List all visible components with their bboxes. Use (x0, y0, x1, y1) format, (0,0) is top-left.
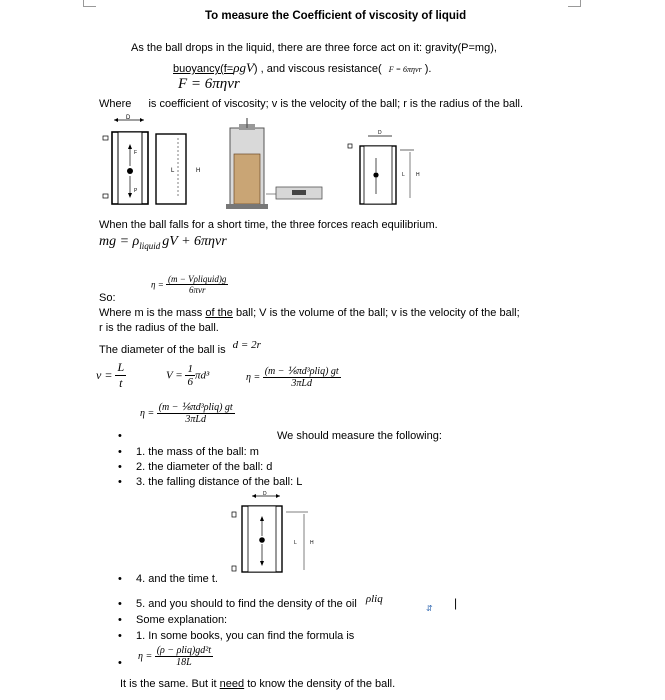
label-L: L (171, 168, 175, 174)
svg-text:F: F (134, 150, 138, 156)
V-rest: πd³ (194, 369, 210, 382)
buoyancy-formula: ρgV (233, 60, 254, 75)
final-lhs: η = (138, 651, 153, 662)
so-1a: Where m is the mass (99, 307, 206, 319)
label-D: D (126, 115, 131, 121)
label-H: H (196, 168, 201, 174)
rho-liq-symbol: ρliq (365, 593, 383, 605)
list-item-time: • 4. and the time t. (118, 573, 218, 585)
diameter-line (99, 339, 261, 356)
bullet-dot-1: • (118, 430, 122, 442)
so-line-2: r is the radius of the ball. (99, 322, 219, 334)
svg-text:L: L (402, 172, 405, 178)
tube-diagram-bottom (228, 490, 328, 576)
page-title: To measure the Coefficient of viscosity of liquid (205, 10, 467, 22)
final-num: (ρ − ρliq)gd²t (156, 645, 212, 656)
eta-row-lhs: η = (246, 372, 261, 383)
measure-header: We should measure the following: (277, 430, 442, 442)
equilibrium-text: When the ball falls for a short time, the three forces reach equilibrium. (99, 219, 438, 231)
svg-text:D: D (378, 130, 382, 136)
drag-force-formula: F = 6πηvr (178, 76, 240, 92)
buoyancy-line (173, 60, 432, 76)
volume-formula (166, 363, 209, 388)
cursor-icon: ⇵ (426, 604, 433, 613)
eta2-num: (m − ⅙πd³ρliq) gt (158, 402, 233, 413)
text-caret-icon: | (454, 596, 458, 610)
closing-line (120, 678, 395, 690)
v-num: L (117, 360, 125, 374)
buoyancy-label: buoyancy(f= (173, 63, 234, 75)
eta-lhs: η = (151, 279, 164, 290)
eta-row-den: 3πLd (291, 378, 312, 389)
eta-row-num: (m − ⅙πd³ρliq) gt (264, 366, 339, 377)
eta2-den: 3πLd (185, 414, 206, 425)
eq-right: gV + 6πηvr (162, 234, 227, 249)
tube-diagram-right (348, 130, 420, 204)
V-lhs: V = (166, 369, 183, 382)
so-1u: of the (205, 307, 233, 319)
where-line (99, 98, 523, 110)
svg-text:H: H (310, 540, 314, 546)
eq-left: mg = ρ (99, 234, 140, 249)
velocity-formula (96, 360, 126, 391)
closing-a: It is the same. But it (120, 678, 220, 690)
corner-mark-right (568, 0, 581, 7)
viscous-label: ) , and viscous resistance( (253, 63, 382, 75)
eta2-lhs: η = (140, 408, 155, 419)
so-1b: ball; V is the volume of the ball; v is the velocity of the ball; (232, 307, 520, 319)
viscous-formula: F = 6πηvr (388, 65, 422, 74)
measure-item-3: • 3. the falling distance of the ball: L (118, 476, 303, 488)
closing-b: to know the density of the ball. (244, 678, 396, 690)
eta-formula-row (246, 366, 341, 389)
svg-text:L: L (294, 540, 297, 546)
equilibrium-formula (99, 234, 227, 251)
diameter-formula: d = 2r (232, 339, 261, 351)
list-item-density: • 5. and you should to find the density of the oil ρliq (118, 593, 383, 610)
svg-text:H: H (416, 172, 420, 178)
measure-item-2: • 2. the diameter of the ball: d (118, 461, 273, 473)
tube-diagram-middle (156, 134, 200, 204)
apparatus-photo (226, 118, 322, 209)
svg-text:P: P (134, 188, 138, 194)
final-formula (138, 645, 213, 668)
eta-num: (m − Vρliquid)g (168, 274, 227, 284)
where-lead: Where (99, 98, 132, 110)
tube-diagram-left (103, 115, 148, 204)
v-den: t (119, 376, 123, 390)
eta-formula-2 (140, 402, 235, 425)
svg-text:D: D (263, 491, 267, 497)
V-den: 6 (187, 376, 193, 388)
corner-mark-left (83, 0, 96, 7)
eta-formula (151, 274, 228, 295)
eta-den: 6πvr (188, 285, 206, 295)
apparatus-figure (96, 114, 426, 214)
list-item-explanation: • Some explanation: (118, 614, 228, 626)
final-den: 18L (176, 657, 192, 668)
measure-item-1: • 1. the mass of the ball: m (118, 446, 259, 458)
intro-line: As the ball drops in the liquid, there are three force act on it: gravity(P=mg), (131, 42, 497, 54)
list-item-books: • 1. In some books, you can find the formula is (118, 630, 355, 642)
closing-u: need (219, 678, 245, 690)
so-line-1 (99, 307, 520, 319)
where-text: is coefficient of viscosity; v is the velocity of the ball; r is the radius of the ball. (148, 98, 524, 110)
V-num: 1 (187, 363, 193, 375)
diameter-text: The diameter of the ball is (99, 344, 226, 356)
viscous-close: ). (424, 63, 432, 75)
eq-sub: liquid (139, 240, 161, 251)
so-label: So: (99, 292, 116, 304)
v-lhs: v = (96, 368, 113, 382)
bullet-dot-2: • (118, 657, 122, 669)
